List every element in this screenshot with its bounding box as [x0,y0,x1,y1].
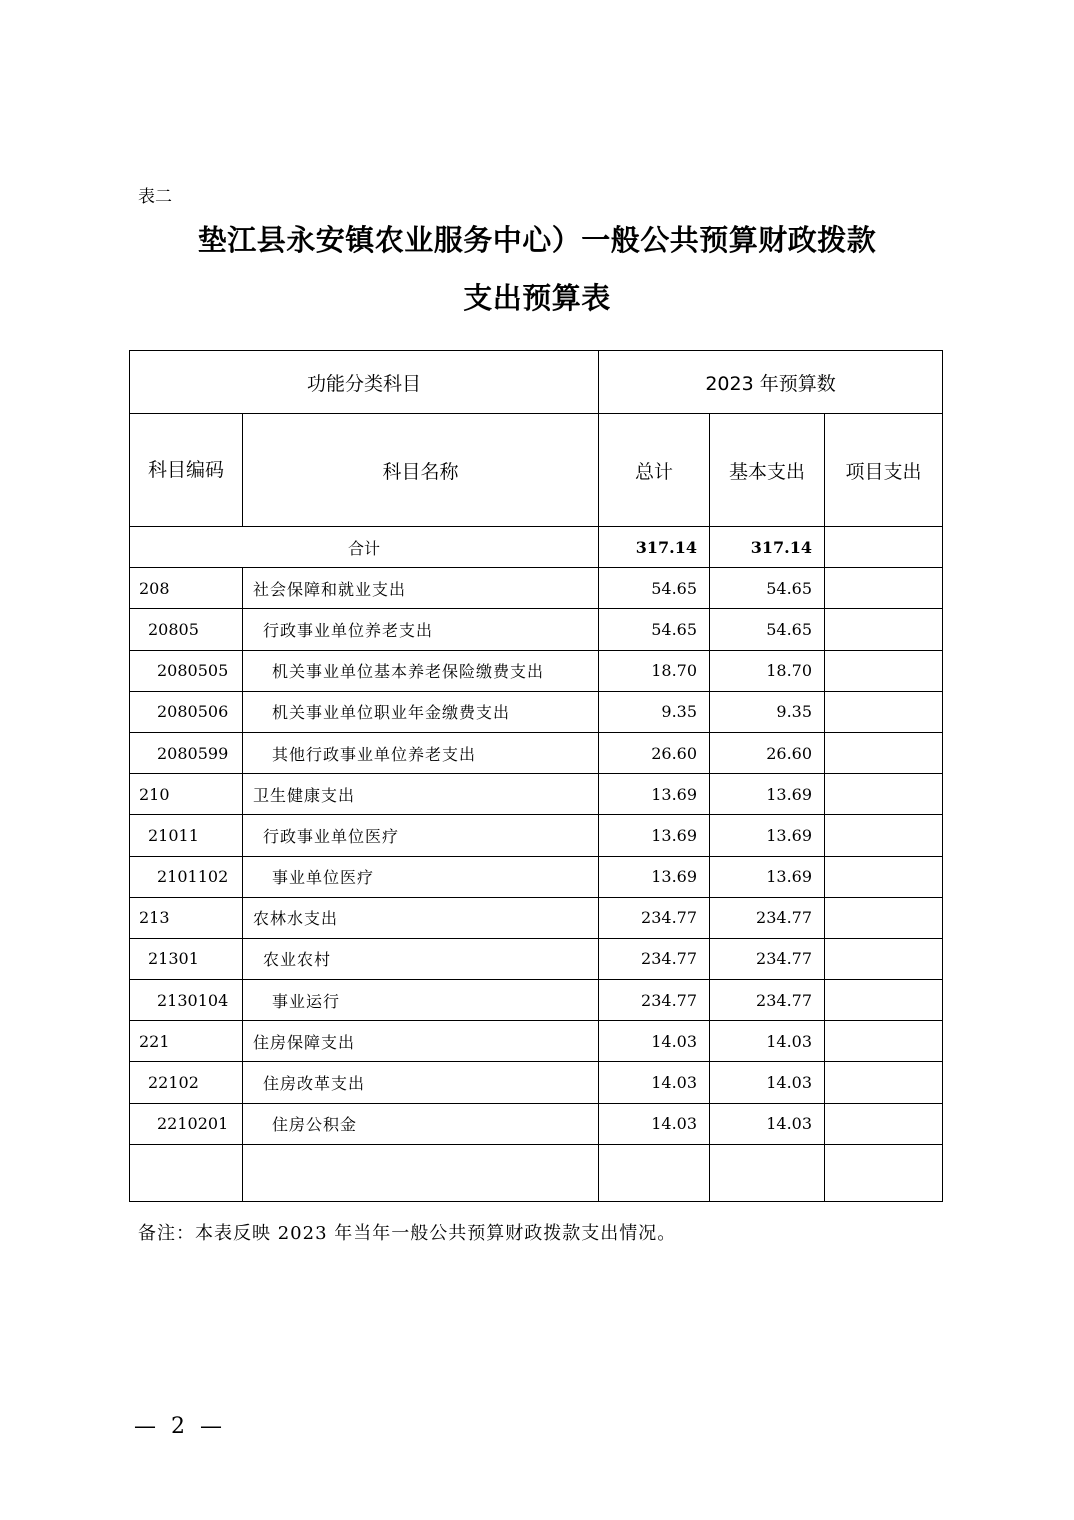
row-code: 221 [130,1021,243,1062]
document-title: 垫江县永安镇农业服务中心）一般公共预算财政拨款 [197,223,877,257]
row-total: 13.69 [599,774,710,815]
table-row [130,1021,943,1062]
row-project [825,897,943,938]
empty-cell [710,1144,825,1201]
row-code: 2080599 [130,732,243,773]
row-basic: 234.77 [710,897,825,938]
header-basic: 基本支出 [710,414,825,527]
row-total: 14.03 [599,1062,710,1103]
row-project [825,856,943,897]
row-basic: 13.69 [710,815,825,856]
row-code: 2080505 [130,650,243,691]
row-name: 行政事业单位医疗 [243,815,599,856]
budget-table [129,350,943,1202]
table-row [130,897,943,938]
row-basic: 234.77 [710,938,825,979]
empty-cell [243,1144,599,1201]
footnote: 备注：本表反映 2023 年当年一般公共预算财政拨款支出情况。 [138,1223,677,1244]
table-row [130,568,943,609]
row-total: 14.03 [599,1103,710,1144]
row-project [825,1062,943,1103]
row-name: 其他行政事业单位养老支出 [243,732,599,773]
row-code: 2080506 [130,691,243,732]
row-basic: 54.65 [710,568,825,609]
row-name: 住房改革支出 [243,1062,599,1103]
row-project [825,650,943,691]
row-total: 14.03 [599,1021,710,1062]
row-name: 住房保障支出 [243,1021,599,1062]
row-basic: 26.60 [710,732,825,773]
row-project [825,1021,943,1062]
table-row [130,774,943,815]
total-basic: 317.14 [710,527,825,568]
table-row [130,1062,943,1103]
row-total: 13.69 [599,856,710,897]
row-code: 210 [130,774,243,815]
row-total: 54.65 [599,609,710,650]
row-project [825,568,943,609]
table-row [130,609,943,650]
empty-row [130,1144,943,1201]
row-project [825,938,943,979]
empty-cell [825,1144,943,1201]
row-name: 机关事业单位基本养老保险缴费支出 [243,650,599,691]
table-row [130,980,943,1021]
row-total: 18.70 [599,650,710,691]
row-total: 9.35 [599,691,710,732]
row-total: 26.60 [599,732,710,773]
row-code: 21301 [130,938,243,979]
row-project [825,732,943,773]
row-basic: 14.03 [710,1062,825,1103]
row-total: 234.77 [599,938,710,979]
row-basic: 13.69 [710,856,825,897]
row-project [825,1103,943,1144]
row-code: 2130104 [130,980,243,1021]
row-project [825,609,943,650]
row-project [825,980,943,1021]
row-name: 农业农村 [243,938,599,979]
row-total: 234.77 [599,980,710,1021]
empty-cell [599,1144,710,1201]
row-project [825,815,943,856]
header-name: 科目名称 [243,414,599,527]
row-code: 2101102 [130,856,243,897]
header-code: 科目编码 [130,414,243,527]
total-project [825,527,943,568]
table-row [130,732,943,773]
row-name: 社会保障和就业支出 [243,568,599,609]
table-row [130,650,943,691]
row-basic: 234.77 [710,980,825,1021]
total-total: 317.14 [599,527,710,568]
row-name: 行政事业单位养老支出 [243,609,599,650]
row-name: 住房公积金 [243,1103,599,1144]
row-total: 13.69 [599,815,710,856]
row-basic: 14.03 [710,1021,825,1062]
total-label: 合计 [130,527,599,568]
table-row [130,1103,943,1144]
table-label: 表二 [138,187,172,207]
table-row [130,856,943,897]
row-code: 208 [130,568,243,609]
header-project: 项目支出 [825,414,943,527]
document-subtitle: 支出预算表 [463,281,611,315]
row-total: 234.77 [599,897,710,938]
row-code: 22102 [130,1062,243,1103]
table-row [130,815,943,856]
total-row [130,527,943,568]
row-code: 213 [130,897,243,938]
row-basic: 18.70 [710,650,825,691]
row-name: 事业单位医疗 [243,856,599,897]
row-name: 机关事业单位职业年金缴费支出 [243,691,599,732]
header-budget-year: 2023 年预算数 [599,351,943,414]
table-row [130,938,943,979]
empty-cell [130,1144,243,1201]
row-project [825,691,943,732]
page-number: — 2 — [134,1414,226,1439]
row-total: 54.65 [599,568,710,609]
row-basic: 9.35 [710,691,825,732]
table-row [130,691,943,732]
row-code: 2210201 [130,1103,243,1144]
header-total: 总计 [599,414,710,527]
row-basic: 54.65 [710,609,825,650]
row-name: 卫生健康支出 [243,774,599,815]
row-name: 事业运行 [243,980,599,1021]
row-basic: 13.69 [710,774,825,815]
row-code: 21011 [130,815,243,856]
header-functional-category: 功能分类科目 [130,351,599,414]
row-project [825,774,943,815]
row-code: 20805 [130,609,243,650]
row-basic: 14.03 [710,1103,825,1144]
row-name: 农林水支出 [243,897,599,938]
